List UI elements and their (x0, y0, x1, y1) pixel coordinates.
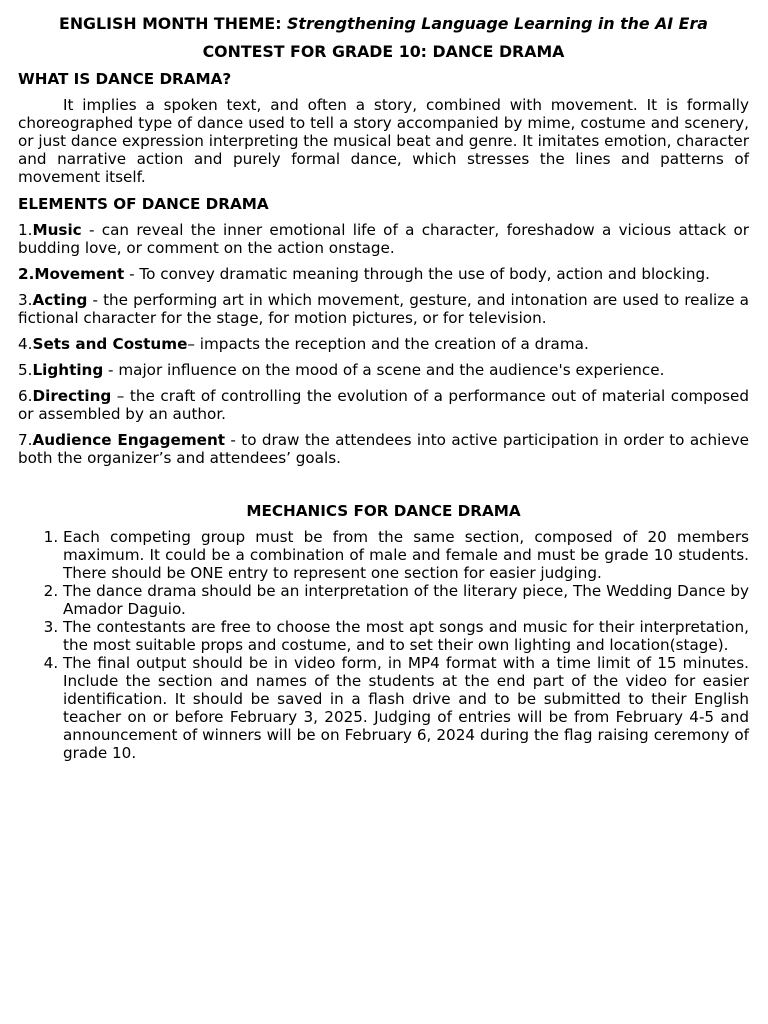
theme-title (18, 14, 749, 34)
element-description: - can reveal the inner emotional life of a character, foreshadow a vicious attack or budding love, or comment on the action onstage. (18, 221, 749, 257)
mechanics-item: 4. The final output should be in video form, in MP4 format with a time limit of 15 minutes. Include the section and names of the students at the end part of the video for easier identification. It should be saved in a flash drive and to be submitted to their English teacher on or before February 3, 2025. Judging of entries will be from February 4-5 and announcement of winners will be on February 6, 2024 during the flag raising ceremony of grade 10. (63, 654, 749, 762)
element-term: Directing (32, 387, 112, 405)
element-item (18, 291, 749, 327)
element-description: - to draw the attendees into active participation in order to achieve both the organizer’s and attendees’ goals. (18, 431, 750, 467)
element-description: - To convey dramatic meaning through the use of body, action and blocking. (124, 265, 710, 283)
element-description: - major influence on the mood of a scene and the audience's experience. (103, 361, 665, 379)
mechanics-item: 3. The contestants are free to choose the most apt songs and music for their interpretation, the most suitable props and costume, and to set their own lighting and location(stage). (63, 618, 749, 654)
element-item (18, 431, 749, 467)
element-number: 4. (18, 335, 33, 353)
mechanics-item: 2. The dance drama should be an interpretation of the literary piece, The Wedding Dance by Amador Daguio. (63, 582, 749, 618)
contest-title: CONTEST FOR GRADE 10: DANCE DRAMA (202, 42, 565, 61)
what-is-paragraph: It implies a spoken text, and often a story, combined with movement. It is formally choreographed type of dance used to tell a story accompanied by mime, costume and scenery, or just dance expression interpreting the musical beat and genre. It imitates emotion, character and narrative action and purely formal dance, which stresses the lines and patterns of movement itself. (18, 96, 750, 186)
element-term: Audience Engagement (32, 431, 226, 449)
what-is-heading: WHAT IS DANCE DRAMA? (18, 70, 232, 88)
element-description: – the craft of controlling the evolution of a performance out of material composed or assembled by an author. (18, 387, 749, 423)
mechanics-list (18, 528, 749, 762)
element-term: Acting (32, 291, 88, 309)
element-description: - the performing art in which movement, gesture, and intonation are used to realize a fictional character for the stage, for motion pictures, or for television. (18, 291, 749, 327)
element-item (18, 387, 749, 423)
element-description: – impacts the reception and the creation of a drama. (187, 335, 589, 353)
element-term: Movement (34, 265, 125, 283)
elements-heading: ELEMENTS OF DANCE DRAMA (18, 195, 269, 213)
element-item (18, 221, 749, 257)
element-item (18, 265, 749, 283)
element-number: 3. (18, 291, 33, 309)
element-term: Sets and Costume (32, 335, 188, 353)
element-number: 7. (18, 431, 33, 449)
element-number: 1. (18, 221, 33, 239)
element-item (18, 361, 749, 379)
element-item (18, 335, 749, 353)
element-number: 5. (18, 361, 33, 379)
mechanics-heading: MECHANICS FOR DANCE DRAMA (246, 502, 521, 520)
theme-name: Strengthening Language Learning in the AI Era (287, 14, 708, 33)
element-term: Music (32, 221, 82, 239)
theme-prefix: ENGLISH MONTH THEME: (59, 14, 288, 33)
element-number: 6. (18, 387, 33, 405)
mechanics-item: 1. Each competing group must be from the same section, composed of 20 members maximum. It could be a combination of male and female and must be grade 10 students. There should be ONE entry to represent one section for easier judging. (63, 528, 749, 582)
element-term: Lighting (32, 361, 104, 379)
element-number: 2. (18, 265, 35, 283)
